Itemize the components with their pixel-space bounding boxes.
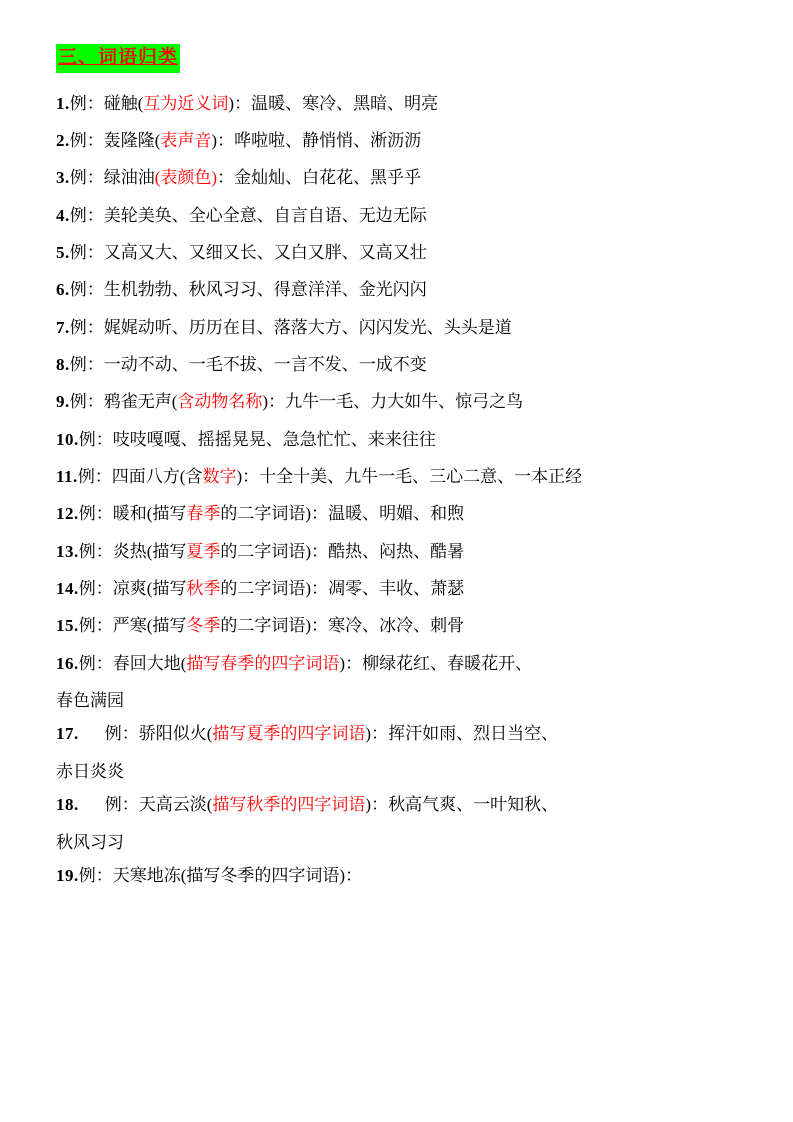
line-text: 的二字词语)：酷热、闷热、酷暑 [220, 541, 465, 561]
highlighted-text: 秋季 [186, 579, 221, 599]
document-line [56, 389, 737, 415]
line-number: 9. [56, 392, 70, 412]
document-line [56, 277, 737, 303]
line-number: 2. [56, 130, 70, 150]
line-text: 例：又高又大、又细又长、又白又胖、又高又壮 [69, 243, 427, 263]
document-line [56, 501, 737, 527]
line-text: 的二字词语)：温暖、明媚、和煦 [220, 504, 465, 524]
document-line [56, 688, 737, 714]
line-text: )：十全十美、九牛一毛、三心二意、一本正经 [236, 467, 583, 487]
highlighted-text: 表声音 [160, 130, 212, 150]
line-number: 5. [56, 243, 70, 263]
line-number: 7. [56, 317, 70, 337]
line-number: 1. [56, 93, 70, 113]
line-number: 8. [56, 355, 70, 375]
highlighted-text: 描写夏季的四字词语 [212, 724, 366, 744]
content-list [56, 91, 737, 890]
document-line [56, 863, 737, 889]
document-line [56, 352, 737, 378]
line-text: 例：天高云淡( [104, 795, 213, 815]
line-number: 12. [56, 504, 79, 524]
line-text: 例：绿油油 [69, 168, 155, 188]
document-line [56, 539, 737, 565]
document-line [56, 240, 737, 266]
highlighted-text: 冬季 [186, 616, 221, 636]
line-text: 例：四面八方(含 [77, 467, 203, 487]
line-text: 例：美轮美奂、全心全意、自言自语、无边无际 [69, 205, 427, 225]
document-line [56, 91, 737, 117]
line-text: 例：吱吱嘎嘎、摇摇晃晃、急急忙忙、来来往往 [78, 429, 436, 449]
line-number: 11. [56, 467, 78, 487]
line-text: 例：鸦雀无声( [69, 392, 178, 412]
line-text: )：哗啦啦、静悄悄、淅沥沥 [211, 130, 422, 150]
line-text: 的二字词语)：凋零、丰收、萧瑟 [220, 579, 465, 599]
line-text: )：秋高气爽、一叶知秋、 [365, 795, 559, 815]
line-text: )：温暖、寒冷、黑暗、明亮 [228, 93, 439, 113]
document-line [56, 128, 737, 154]
line-number: 13. [56, 541, 79, 561]
document-line [56, 721, 737, 747]
line-number: 15. [56, 616, 79, 636]
document-line [56, 576, 737, 602]
highlighted-text: 春季 [186, 504, 221, 524]
line-number: 19. [56, 865, 79, 885]
document-line [56, 759, 737, 785]
line-number: 4. [56, 205, 70, 225]
line-text: 例：轰隆隆( [69, 130, 161, 150]
line-text: )：柳绿花红、春暖花开、 [339, 653, 533, 673]
document-line [56, 464, 737, 490]
highlighted-text: 数字 [202, 467, 237, 487]
document-line [56, 613, 737, 639]
line-text: ：金灿灿、白花花、黑乎乎 [217, 168, 422, 188]
document-line [56, 315, 737, 341]
highlighted-text: 描写春季的四字词语 [186, 653, 340, 673]
line-text: 例：暖和(描写 [78, 504, 187, 524]
highlighted-text: 含动物名称 [177, 392, 263, 412]
line-number: 14. [56, 579, 79, 599]
line-text: 例：娓娓动听、历历在目、落落大方、闪闪发光、头头是道 [69, 317, 512, 337]
document-line [56, 165, 737, 191]
highlighted-text: 互为近义词 [143, 93, 229, 113]
document-line [56, 427, 737, 453]
document-line [56, 203, 737, 229]
highlighted-text: 描写秋季的四字词语 [212, 795, 366, 815]
document-line [56, 830, 737, 856]
line-number: 6. [56, 280, 70, 300]
highlighted-text: (表颜色) [154, 168, 218, 188]
line-text: 例：春回大地( [78, 653, 187, 673]
line-text: 例：炎热(描写 [78, 541, 187, 561]
line-number: 3. [56, 168, 70, 188]
highlighted-text: 夏季 [186, 541, 221, 561]
line-number: 10. [56, 429, 79, 449]
line-text: 例：凉爽(描写 [78, 579, 187, 599]
line-number: 18. [56, 795, 79, 815]
line-text: 例：严寒(描写 [78, 616, 187, 636]
document-line [56, 792, 737, 818]
document-line [56, 651, 737, 677]
line-text: 例：骄阳似火( [104, 724, 213, 744]
line-text: 春色满园 [56, 691, 124, 711]
line-text: 例：一动不动、一毛不拔、一言不发、一成不变 [69, 355, 427, 375]
line-number: 16. [56, 653, 79, 673]
line-text: 秋风习习 [56, 832, 124, 852]
line-text: 例：碰触( [69, 93, 144, 113]
line-text: 例：生机勃勃、秋风习习、得意洋洋、金光闪闪 [69, 280, 427, 300]
section-heading: 三、词语归类 [56, 44, 180, 73]
line-text: 例：天寒地冻(描写冬季的四字词语)： [78, 865, 363, 885]
line-text: 的二字词语)：寒冷、冰冷、刺骨 [220, 616, 465, 636]
line-text: )：挥汗如雨、烈日当空、 [365, 724, 559, 744]
line-number: 17. [56, 724, 79, 744]
line-text: 赤日炎炎 [56, 761, 124, 781]
line-text: )：九牛一毛、力大如牛、惊弓之鸟 [262, 392, 524, 412]
